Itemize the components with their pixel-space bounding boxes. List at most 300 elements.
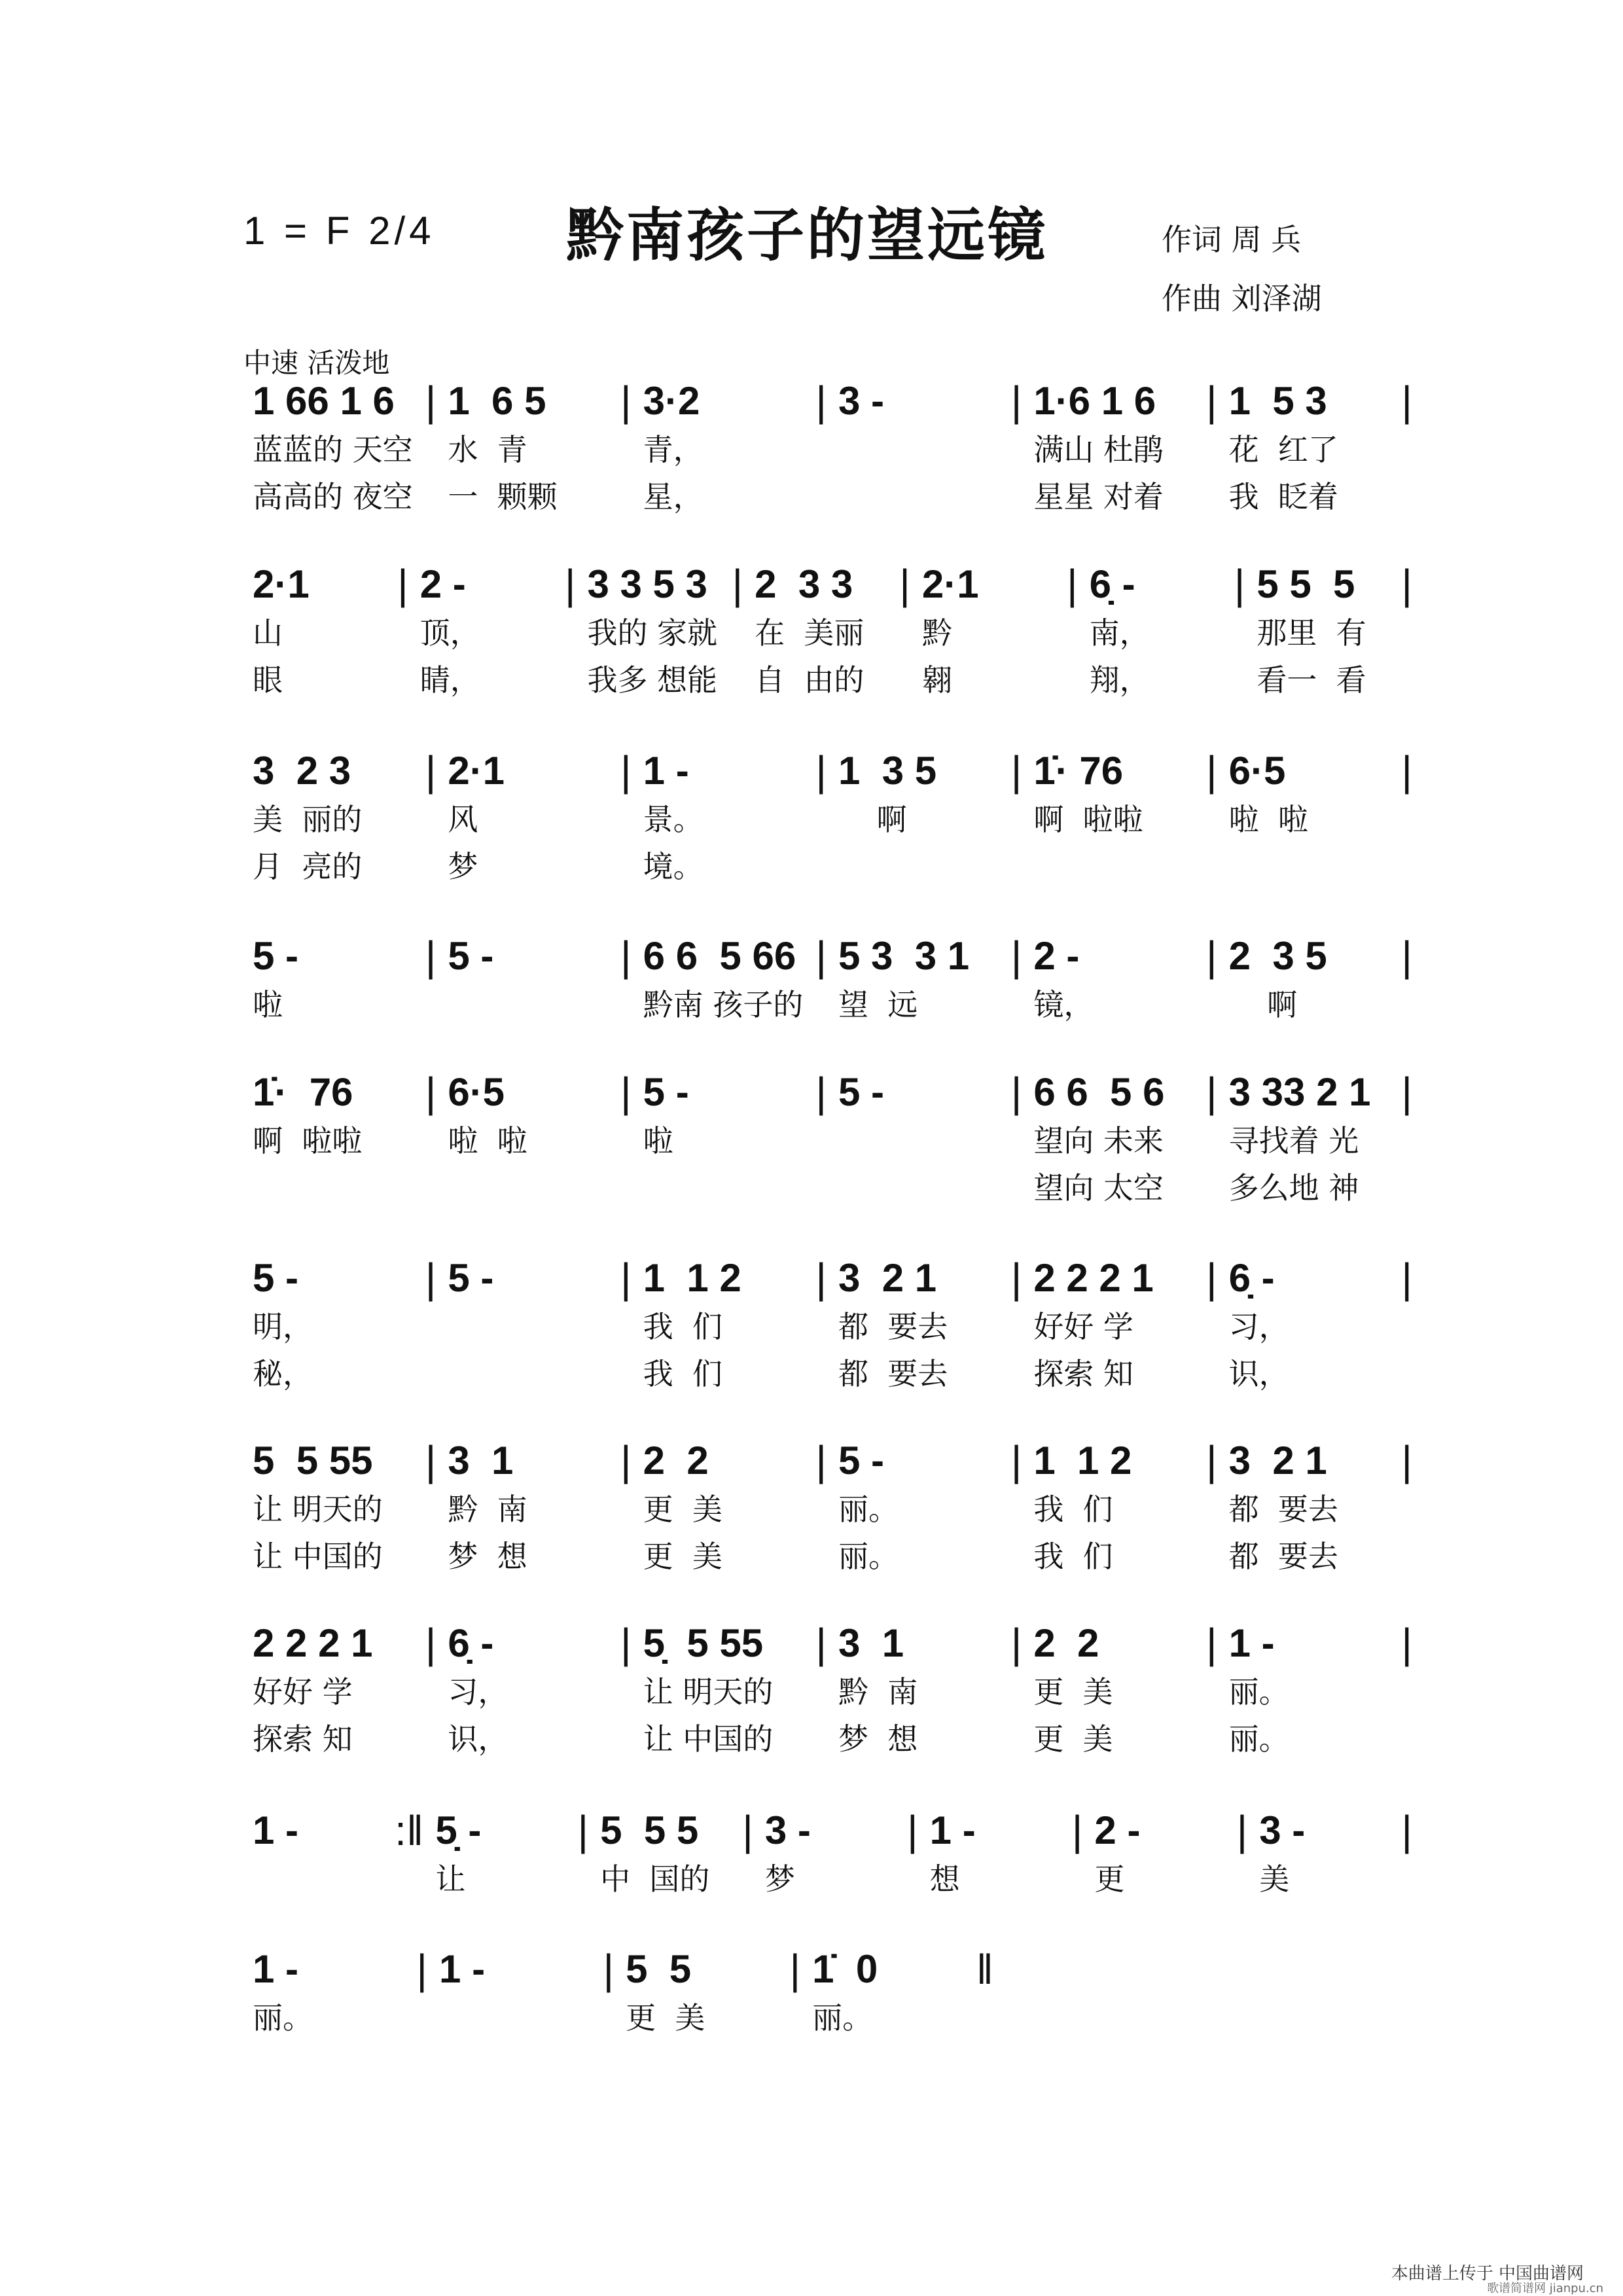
lyrics-verse-1: 山	[253, 615, 283, 651]
barline: |	[1010, 378, 1022, 425]
barline: |	[620, 1437, 632, 1484]
lyrics-verse-2	[253, 1903, 383, 1950]
measure	[438, 1253, 618, 1397]
lyrics-verse-2: 都 要去	[1228, 1539, 1338, 1574]
lyrics-verse-1: 好好 学	[1033, 1309, 1133, 1344]
measure-notes: 3 -	[764, 1808, 811, 1852]
lyrics-verse-2: 月 亮的	[253, 849, 363, 884]
barline: |	[577, 1807, 589, 1854]
barline: |	[1234, 561, 1245, 608]
measure	[438, 746, 618, 890]
barline: |	[425, 933, 437, 980]
barline: |	[564, 561, 576, 608]
measure-notes: 2 -	[1094, 1808, 1141, 1852]
lyrics-verse-2: 我 们	[643, 1356, 722, 1391]
measure-notes: 2 2	[643, 1439, 709, 1482]
lyrics-verse-2: 境。	[643, 849, 704, 884]
measure	[243, 1436, 423, 1580]
measure-notes: 6̣ -	[1228, 1256, 1275, 1300]
barline: |	[620, 933, 632, 980]
lyrics-verse-2	[600, 1903, 730, 1950]
measure-notes: 1 1 2	[643, 1256, 741, 1300]
measure	[829, 376, 1008, 520]
barline: |	[603, 1946, 615, 1993]
score-system	[243, 376, 1415, 520]
barline: |	[1401, 561, 1413, 608]
lyrics-verse-1: 风	[448, 802, 478, 837]
barline: |	[425, 1437, 437, 1484]
lyrics-verse-1: 更 美	[626, 2000, 705, 2036]
measure	[438, 931, 618, 1075]
lyrics-verse-2: 秘，	[253, 1356, 313, 1391]
lyricist-credit: 作词 周 兵	[1162, 222, 1302, 257]
lyrics-verse-2: 让 中国的	[643, 1721, 774, 1757]
lyrics-verse-1: 蓝蓝的 天空	[253, 432, 413, 467]
measure-notes: 3 -	[1259, 1808, 1306, 1852]
barline: ‖	[976, 1946, 993, 1993]
barline: |	[1401, 747, 1412, 795]
key-signature: 1 = F 2/4	[243, 209, 435, 253]
lyrics-verse-2: 翱	[921, 662, 952, 698]
measure-notes: 6̣ -	[1089, 562, 1135, 606]
measure-notes: 1 -	[929, 1808, 976, 1852]
barline: |	[1206, 1620, 1217, 1667]
measure-notes: 2·1	[448, 749, 505, 793]
barline: |	[1401, 1620, 1412, 1667]
measure	[1024, 1436, 1204, 1580]
lyrics-verse-1: 啊 啦啦	[1033, 802, 1143, 837]
lyrics-verse-2	[1094, 1903, 1224, 1950]
barline: |	[1401, 378, 1412, 425]
score-system	[243, 931, 1415, 1075]
measure	[634, 376, 813, 520]
measure-notes: 1 -	[253, 1947, 299, 1991]
lyrics-verse-2: 我 眨着	[1228, 479, 1338, 514]
lyrics-verse-1: 我 们	[643, 1309, 722, 1344]
measure-notes: 1 5 3	[1228, 379, 1327, 423]
lyrics-verse-2: 更 美	[1033, 1721, 1113, 1757]
lyrics-verse-2	[626, 2041, 777, 2089]
score-system	[243, 1253, 1415, 1397]
measure-notes: 1 66 1 6	[253, 379, 395, 423]
measure	[1220, 1619, 1399, 1763]
barline: |	[1401, 1437, 1412, 1484]
measure	[756, 1806, 904, 1950]
lyrics-verse-2: 梦 想	[448, 1539, 527, 1574]
measure	[829, 746, 1008, 890]
measure	[1220, 931, 1399, 1075]
measure-notes: 3 2 1	[1228, 1439, 1327, 1482]
measure-notes: 5̣ -	[435, 1808, 482, 1852]
lyrics-verse-2: 梦 想	[838, 1721, 918, 1757]
measure	[1220, 1067, 1399, 1211]
barline: |	[815, 378, 827, 425]
measure-notes: 3 2 1	[838, 1256, 937, 1300]
lyrics-verse-1: 南，	[1089, 615, 1150, 651]
barline: |	[1010, 933, 1022, 980]
measure-notes: 5 -	[448, 1256, 494, 1300]
measure	[243, 931, 423, 1075]
measure-notes: 2 3 5	[1228, 934, 1327, 978]
barline: |	[789, 1946, 801, 1993]
lyrics-verse-2: 丽。	[1228, 1721, 1289, 1757]
measure-notes: 1 -	[439, 1947, 486, 1991]
tempo-marking: 中速 活泼地	[243, 347, 390, 379]
barline: |	[815, 1255, 827, 1302]
measure-notes: 3 1	[838, 1621, 904, 1665]
lyrics-verse-1: 让 明天的	[253, 1492, 383, 1527]
measure	[616, 1945, 787, 2089]
lyrics-verse-1: 水 青	[448, 432, 527, 467]
measure	[1220, 1253, 1399, 1397]
lyrics-verse-1: 都 要去	[838, 1309, 948, 1344]
lyrics-verse-1: 我的 家就	[587, 615, 718, 651]
measure	[1024, 746, 1204, 890]
barline: |	[1206, 933, 1217, 980]
lyrics-verse-2	[1259, 1903, 1389, 1950]
lyrics-verse-2: 识，	[448, 1721, 508, 1757]
measure	[921, 1806, 1069, 1950]
lyrics-verse-2	[448, 1350, 609, 1397]
measure	[426, 1806, 575, 1950]
measure	[243, 1806, 392, 1950]
lyrics-verse-2: 探索 知	[253, 1721, 353, 1757]
lyrics-verse-1: 寻找着 光	[1228, 1123, 1359, 1158]
barline: |	[1010, 1255, 1022, 1302]
barline: |	[620, 1620, 632, 1667]
lyrics-verse-1	[448, 1303, 609, 1350]
measure-notes: 3 2 3	[253, 749, 351, 793]
measure	[438, 1619, 618, 1763]
barline: :‖	[395, 1807, 424, 1854]
lyrics-verse-1: 明，	[253, 1309, 313, 1344]
lyrics-verse-1: 望 远	[838, 987, 918, 1022]
measure-notes: 3 3 5 3	[587, 562, 707, 606]
measure-notes: 6 6 5 66	[643, 934, 796, 978]
barline: |	[1071, 1807, 1083, 1854]
lyrics-verse-1: 啦	[253, 987, 283, 1022]
measure	[634, 1436, 813, 1580]
barline: |	[425, 1069, 437, 1116]
lyrics-verse-2	[930, 1903, 1060, 1950]
measure	[578, 560, 729, 704]
lyrics-verse-1: 让 明天的	[643, 1674, 774, 1710]
barline: |	[425, 1255, 437, 1302]
measure-notes: 1 -	[1228, 1621, 1275, 1665]
measure	[243, 746, 423, 890]
lyrics-verse-1: 梦	[764, 1861, 795, 1897]
lyrics-verse-2: 探索 知	[1033, 1356, 1133, 1391]
barline: |	[742, 1807, 753, 1854]
lyrics-verse-2	[838, 473, 999, 520]
lyrics-verse-2: 一 颗颗	[448, 479, 558, 514]
measure	[634, 746, 813, 890]
measure-notes: 3·2	[643, 379, 700, 423]
lyrics-verse-1	[253, 1856, 383, 1903]
lyrics-verse-1: 黔南 孩子的	[643, 987, 804, 1022]
measure-notes: 1·6 1 6	[1033, 379, 1156, 423]
lyrics-verse-1: 我 们	[1033, 1492, 1113, 1527]
lyrics-verse-1: 更	[1094, 1861, 1125, 1897]
lyrics-verse-2	[253, 1164, 414, 1211]
barline: |	[1206, 1437, 1217, 1484]
measure	[430, 1945, 600, 2089]
measure-notes: 5 -	[643, 1070, 689, 1114]
measure	[243, 1945, 414, 2089]
composer-credit: 作曲 刘泽湖	[1162, 281, 1322, 316]
lyrics-verse-1: 美	[1259, 1861, 1290, 1897]
measure-notes: 2 2 2 1	[1033, 1256, 1154, 1300]
measure	[243, 1253, 423, 1397]
measure	[803, 1945, 973, 2089]
lyrics-verse-1: 中 国的	[600, 1861, 710, 1897]
measure	[1080, 560, 1232, 704]
lyrics-verse-1: 望向 未来	[1033, 1123, 1164, 1158]
measure-notes: 3 -	[838, 379, 885, 423]
measure	[243, 560, 395, 704]
lyrics-verse-2: 翔，	[1089, 662, 1150, 698]
lyrics-verse-1: 景。	[643, 802, 704, 837]
lyrics-verse-1: 习，	[448, 1674, 508, 1710]
lyrics-verse-1: 更 美	[1033, 1674, 1113, 1710]
measure	[829, 931, 1008, 1075]
lyrics-verse-1: 更 美	[643, 1492, 722, 1527]
lyrics-verse-2	[838, 843, 999, 890]
measure-notes: 5 5 5	[1257, 562, 1355, 606]
lyrics-verse-2: 多么地 神	[1228, 1170, 1359, 1206]
measure-notes: 5 5 55	[253, 1439, 373, 1482]
measure-notes: 5 -	[253, 934, 299, 978]
measure	[745, 560, 897, 704]
measure-notes: 5 5 5	[600, 1808, 699, 1852]
barline: |	[732, 561, 743, 608]
measure	[829, 1253, 1008, 1397]
lyrics-verse-2: 高高的 夜空	[253, 479, 413, 514]
barline: |	[899, 561, 910, 608]
measure	[1024, 1619, 1204, 1763]
watermark-text: 本曲谱上传于 中国曲谱网	[1391, 2264, 1584, 2284]
lyrics-verse-2: 让 中国的	[253, 1539, 383, 1574]
barline: |	[815, 1437, 827, 1484]
lyrics-verse-2: 梦	[448, 849, 478, 884]
lyrics-verse-1: 满山 杜鹃	[1033, 432, 1164, 467]
measure-notes: 6·5	[448, 1070, 505, 1114]
lyrics-verse-1: 丽。	[1228, 1674, 1289, 1710]
measure	[438, 1067, 618, 1211]
lyrics-verse-2: 看一 看	[1257, 662, 1366, 698]
measure	[1220, 376, 1399, 520]
lyrics-verse-2: 更 美	[643, 1539, 722, 1574]
measure-notes: 3 33 2 1	[1228, 1070, 1371, 1114]
barline: |	[1010, 1069, 1022, 1116]
lyrics-verse-2	[439, 2041, 591, 2089]
measure-notes: 5 5	[626, 1947, 692, 1991]
measure	[1024, 376, 1204, 520]
measure	[829, 1436, 1008, 1580]
lyrics-verse-1: 丽。	[253, 2000, 313, 2036]
lyrics-verse-1: 黔 南	[838, 1674, 918, 1710]
measure	[1250, 1806, 1399, 1950]
lyrics-verse-1: 好好 学	[253, 1674, 353, 1710]
measure-notes: 6̣ -	[448, 1621, 494, 1665]
barline: |	[1066, 561, 1078, 608]
measure	[243, 1619, 423, 1763]
score-system	[243, 1067, 1415, 1211]
measure-notes: 3 1	[448, 1439, 514, 1482]
measure-notes: 1 1 2	[1033, 1439, 1132, 1482]
lyrics-verse-2	[765, 1903, 895, 1950]
measure-notes: 5 -	[838, 1070, 885, 1114]
score-system	[243, 1806, 1415, 1950]
barline: |	[1401, 1807, 1412, 1854]
lyrics-verse-2: 自 由的	[755, 662, 865, 698]
measure-notes: 5 -	[448, 934, 494, 978]
lyrics-verse-1: 啦 啦	[448, 1123, 527, 1158]
lyrics-verse-1: 顶，	[419, 615, 480, 651]
score-system	[243, 560, 1415, 704]
measure-notes: 6 6 5 6	[1033, 1070, 1165, 1114]
measure-notes: 1 6 5	[448, 379, 546, 423]
barline: |	[815, 933, 827, 980]
measure	[829, 1619, 1008, 1763]
lyrics-verse-1: 都 要去	[1228, 1492, 1338, 1527]
lyrics-verse-1: 那里 有	[1257, 615, 1366, 651]
lyrics-verse-1	[838, 426, 999, 473]
barline: |	[815, 1620, 827, 1667]
measure-notes: 1̇ 0	[812, 1947, 878, 1991]
lyrics-verse-1: 丽。	[838, 1492, 899, 1527]
measure-notes: 1 3 5	[838, 749, 937, 793]
measure	[1024, 931, 1204, 1075]
lyrics-verse-2: 都 要去	[838, 1356, 948, 1391]
measure	[1247, 560, 1399, 704]
measure	[913, 560, 1064, 704]
measure	[1085, 1806, 1234, 1950]
lyrics-verse-1: 啊	[838, 802, 907, 837]
lyrics-verse-1: 青，	[643, 432, 704, 467]
measure	[243, 376, 423, 520]
measure	[438, 1436, 618, 1580]
measure-notes: 5̣ 5 55	[643, 1621, 764, 1665]
lyrics-verse-1: 镜，	[1033, 987, 1094, 1022]
measure	[243, 1067, 423, 1211]
lyrics-verse-1: 习，	[1228, 1309, 1289, 1344]
barline: |	[815, 1069, 827, 1116]
measure-notes: 1̇· 76	[1033, 749, 1124, 793]
lyrics-verse-1: 花 红了	[1228, 432, 1338, 467]
lyrics-verse-1: 啦	[643, 1123, 673, 1158]
barline: |	[1401, 933, 1412, 980]
measure-notes: 2 -	[1033, 934, 1080, 978]
lyrics-verse-2: 星，	[643, 479, 704, 514]
measure-notes: 6·5	[1228, 749, 1286, 793]
lyrics-verse-1: 丽。	[812, 2000, 873, 2036]
lyrics-verse-2: 望向 太空	[1033, 1170, 1164, 1206]
measure-notes: 1 -	[253, 1808, 299, 1852]
measure	[634, 931, 813, 1075]
watermark-site: 歌谱简谱网 jianpu.cn	[1486, 2282, 1603, 2295]
barline: |	[1010, 1620, 1022, 1667]
barline: |	[620, 1069, 632, 1116]
lyrics-verse-2	[1033, 843, 1194, 890]
measure-notes: 2 3 3	[755, 562, 853, 606]
lyrics-verse-2	[253, 2041, 404, 2089]
lyrics-verse-1: 啊 啦啦	[253, 1123, 363, 1158]
lyrics-verse-2	[643, 1164, 804, 1211]
lyrics-verse-1: 啊	[1228, 987, 1298, 1022]
barline: |	[397, 561, 408, 608]
measure-notes: 2 2	[1033, 1621, 1099, 1665]
lyrics-verse-1: 黔	[921, 615, 952, 651]
measure	[1220, 746, 1399, 890]
measure-notes: 2 2 2 1	[253, 1621, 373, 1665]
lyrics-verse-2	[812, 2041, 964, 2089]
lyrics-verse-1: 黔 南	[448, 1492, 527, 1527]
barline: |	[425, 378, 437, 425]
barline: |	[1010, 1437, 1022, 1484]
measure-notes: 1̇· 76	[253, 1070, 353, 1114]
measure	[1220, 1436, 1399, 1580]
lyrics-verse-2: 睛，	[419, 662, 480, 698]
barline: |	[1206, 378, 1217, 425]
measure	[634, 1067, 813, 1211]
measure-notes: 1 -	[643, 749, 689, 793]
barline: |	[620, 1255, 632, 1302]
barline: |	[907, 1807, 918, 1854]
measure-notes: 2 -	[419, 562, 466, 606]
lyrics-verse-2	[1229, 843, 1390, 890]
lyrics-verse-1: 想	[929, 1861, 960, 1897]
barline: |	[416, 1946, 428, 1993]
measure	[411, 560, 562, 704]
measure	[591, 1806, 740, 1950]
song-title: 黔南孩子的望远镜	[566, 202, 1048, 269]
lyrics-verse-2: 丽。	[838, 1539, 899, 1574]
measure	[1024, 1253, 1204, 1397]
lyrics-verse-2: 我 们	[1033, 1539, 1113, 1574]
measure-notes: 5 -	[838, 1439, 885, 1482]
barline: |	[1206, 1069, 1217, 1116]
measure	[829, 1067, 1008, 1211]
score-system	[243, 1619, 1415, 1763]
measure-notes: 5 3 3 1	[838, 934, 970, 978]
lyrics-verse-2	[448, 1164, 609, 1211]
measure	[1024, 1067, 1204, 1211]
lyrics-verse-2: 眼	[253, 662, 283, 698]
score-system	[243, 1945, 996, 2089]
lyrics-verse-1	[838, 1117, 999, 1164]
lyrics-verse-1: 在 美丽	[755, 615, 865, 651]
lyrics-verse-2: 我多 想能	[587, 662, 718, 698]
barline: |	[425, 747, 437, 795]
barline: |	[815, 747, 827, 795]
lyrics-verse-1: 美 丽的	[253, 802, 363, 837]
lyrics-verse-2	[435, 1903, 565, 1950]
lyrics-verse-1	[448, 981, 609, 1028]
lyrics-verse-1	[439, 1994, 591, 2041]
barline: |	[1401, 1255, 1412, 1302]
barline: |	[620, 378, 632, 425]
measure-notes: 2·1	[921, 562, 979, 606]
score-system	[243, 1436, 1415, 1580]
barline: |	[1010, 747, 1022, 795]
lyrics-verse-1: 让	[435, 1861, 466, 1897]
barline: |	[1236, 1807, 1248, 1854]
measure-notes: 2·1	[253, 562, 310, 606]
lyrics-verse-2	[838, 1164, 999, 1211]
barline: |	[425, 1620, 437, 1667]
lyrics-verse-1: 啦 啦	[1228, 802, 1308, 837]
